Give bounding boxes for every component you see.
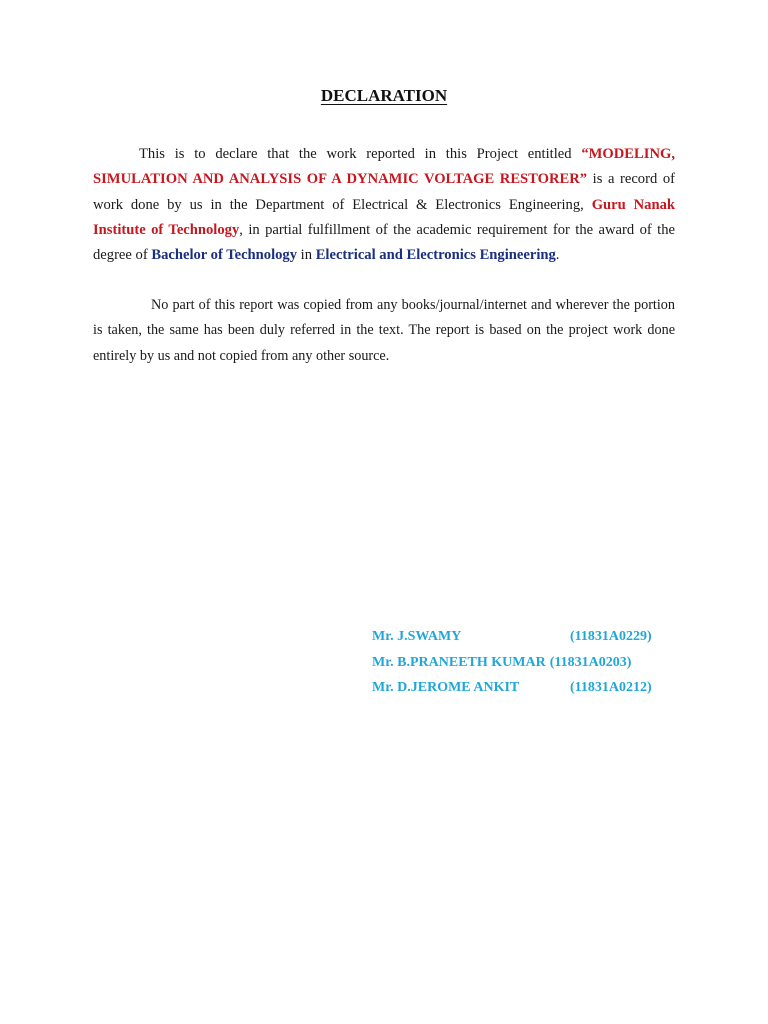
paragraph-mid-text-3: in: [297, 247, 316, 264]
project-title: “MODELING, SIMULATION AND ANALYSIS OF A DYNAMIC VOLTAGE RESTORER”: [93, 146, 675, 188]
signatory-list: [372, 624, 672, 701]
originality-paragraph: No part of this report was copied from any books/journal/internet and wherever the portion is taken, the same has been duly referred in the text. The report is based on the project work done entirely by us and not copied from any other source.: [93, 297, 675, 364]
paragraph-lead-text: This is to declare that the work reported in this Project entitled: [139, 146, 582, 162]
paragraph-end-text: .: [555, 247, 560, 264]
signatory-roll-number: (11831A0212): [570, 680, 652, 695]
signatory-roll-number: (11831A0203): [549, 654, 632, 670]
paragraph-mid-text-1: is a record of work done by us in the Department of Electrical & Electronics Engineering,: [93, 171, 675, 213]
degree-name: Bachelor of Technology: [151, 247, 298, 264]
paragraph-mid-text-2: , in partial fulfillment of the academic requirement for the award of the degree of: [93, 221, 675, 264]
institute-name: Guru Nanak Institute of Technology: [93, 196, 676, 238]
signatory-name: Mr. B.PRANEETH KUMAR: [372, 654, 546, 670]
declaration-paragraph: [93, 142, 675, 268]
page-title: DECLARATION: [320, 86, 448, 105]
signatory-row: [372, 624, 672, 650]
signatory-roll-number: (11831A0229): [570, 629, 652, 644]
signatory-row: [372, 650, 672, 676]
signatory-name: Mr. J.SWAMY: [372, 629, 462, 644]
signatory-row: [372, 675, 672, 701]
branch-name: Electrical and Electronics Engineering: [315, 247, 556, 264]
signatory-name: Mr. D.JEROME ANKIT: [372, 680, 520, 695]
